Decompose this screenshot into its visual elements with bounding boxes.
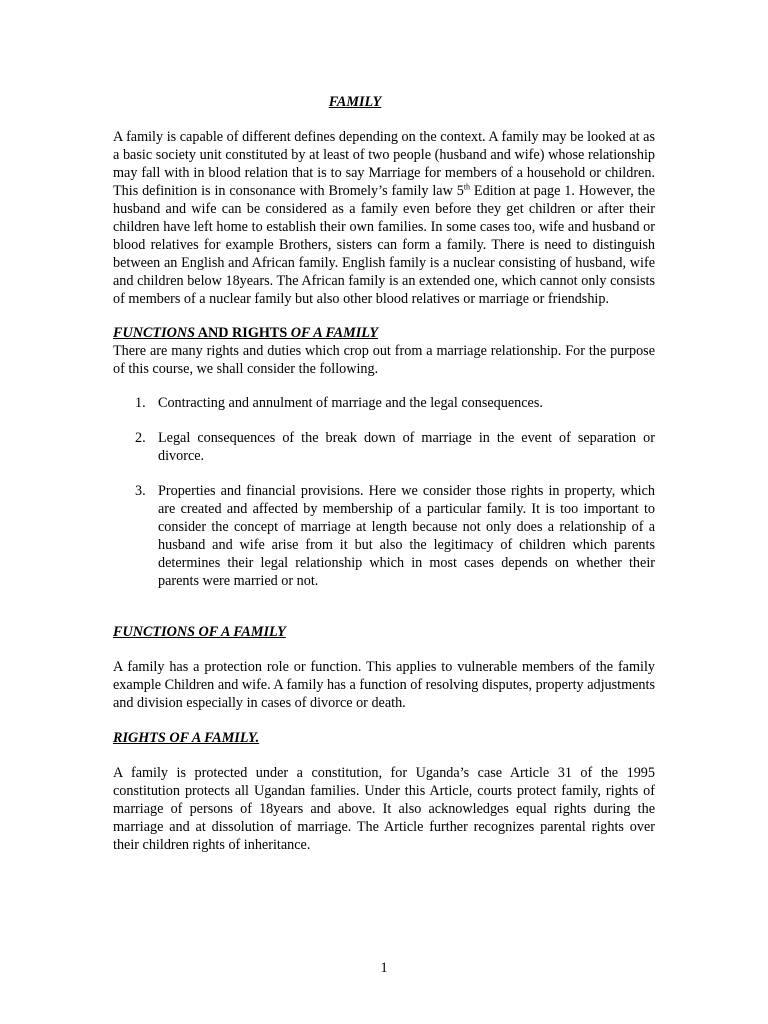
list-item (113, 482, 655, 590)
list-item (113, 429, 655, 465)
heading-part-functions: FUNCTIONS (113, 325, 195, 341)
list-item-number: 3. (135, 483, 146, 499)
intro-text-part1: A family is capable of different defines depending on the context. A family may be looked at as a basic society unit constituted by at least of two people (husband and wife) whose relationship may fall with in blood relation that is to say Marriage for members of a household or children. This definition is in consonance with Bromely’s family law 5 (113, 129, 655, 199)
numbered-list (113, 394, 655, 590)
section-heading-functions-and-rights (113, 324, 655, 342)
list-item-number: 1. (135, 395, 146, 411)
heading-part-of-a-family: OF A FAMILY (290, 325, 379, 341)
document-page (113, 93, 655, 854)
list-item-text: Properties and financial provisions. Here we consider those rights in property, which are created and affected by membership of a particular family. It is too important to consider the concept of marriage at length because not only does a relationship of a husband and wife arise from it but also the legitimacy of children which parents determines their legal relationship which in most cases depends on whether their parents were married or not. (158, 483, 655, 589)
section1-paragraph: There are many rights and duties which crop out from a marriage relationship. For the purpose of this course, we shall consider the following. (113, 343, 655, 377)
edition-superscript: th (463, 182, 471, 192)
heading-part-and-rights: AND RIGHTS (195, 325, 291, 341)
intro-paragraph (113, 128, 655, 308)
section-heading-functions: FUNCTIONS OF A FAMILY (113, 624, 286, 640)
list-item (113, 394, 655, 412)
list-item-number: 2. (135, 430, 146, 446)
spacer (113, 607, 655, 623)
section-heading-rights: RIGHTS OF A FAMILY. (113, 730, 260, 746)
section3-paragraph: A family is protected under a constitution, for Uganda’s case Article 31 of the 1995 constitution protects all Ugandan families. Under this Article, courts protect family, rights of marriage of persons of 18years and above. It also acknowledges equal rights during the marriage and at dissolution of marriage. The Article further recognizes parental rights over their children rights of inheritance. (113, 765, 655, 853)
list-item-text: Legal consequences of the break down of marriage in the event of separation or divorce. (158, 430, 655, 464)
page-number: 1 (380, 960, 388, 976)
list-item-text: Contracting and annulment of marriage and the legal consequences. (158, 395, 543, 411)
page-title: FAMILY (328, 94, 382, 110)
intro-text-part2: Edition at page 1. However, the husband and wife can be considered as a family even before they get children or after their children have left home to establish their own families. In some cases too, wife and husband or blood relatives for example Brothers, sisters can form a family. There is need to distinguish between an English and African family. English family is a nuclear consisting of husband, wife and children below 18years. The African family is an extended one, which cannot only consists of members of a nuclear family but also other blood relatives or marriage or friendship. (113, 183, 655, 307)
section2-paragraph: A family has a protection role or function. This applies to vulnerable members of the family example Children and wife. A family has a function of resolving disputes, property adjustments and division especially in cases of divorce or death. (113, 659, 655, 711)
